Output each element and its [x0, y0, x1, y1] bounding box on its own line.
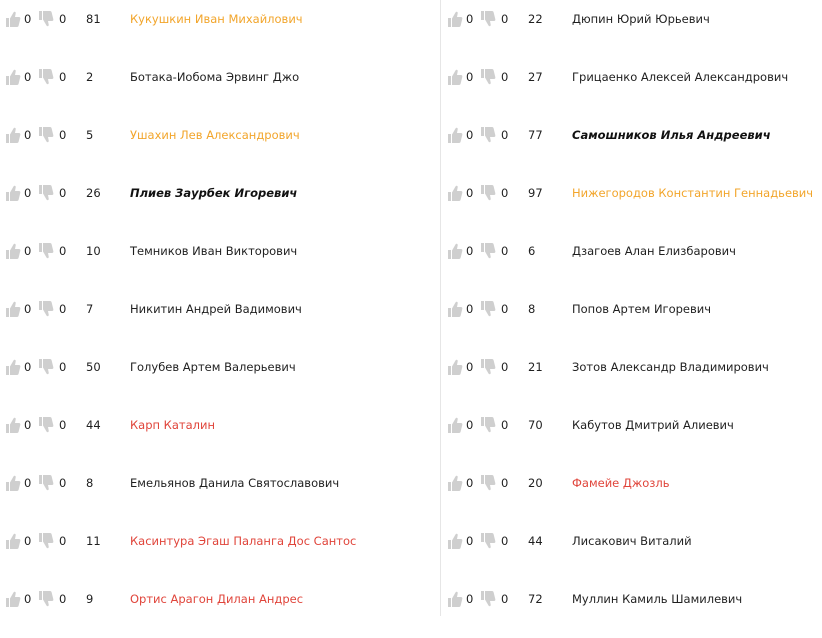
dislike-count: 0: [501, 244, 509, 258]
like-count: 0: [24, 128, 32, 142]
player-name[interactable]: Фамейе Джозль: [572, 476, 670, 490]
player-row: [0, 464, 440, 522]
shirt-number: 27: [528, 70, 543, 84]
like-count: 0: [24, 534, 32, 548]
thumbs-down-icon[interactable]: [38, 68, 54, 86]
player-name[interactable]: Попов Артем Игоревич: [572, 302, 712, 316]
dislike-count: 0: [59, 244, 67, 258]
shirt-number: 70: [528, 418, 543, 432]
player-name[interactable]: Самошников Илья Андреевич: [572, 128, 771, 142]
thumbs-up-icon[interactable]: [5, 416, 21, 434]
thumbs-up-icon[interactable]: [5, 10, 21, 28]
like-count: 0: [466, 534, 474, 548]
thumbs-up-icon[interactable]: [447, 474, 463, 492]
dislike-count: 0: [501, 534, 509, 548]
shirt-number: 6: [528, 244, 536, 258]
like-count: 0: [24, 244, 32, 258]
shirt-number: 2: [86, 70, 94, 84]
thumbs-up-icon[interactable]: [447, 416, 463, 434]
player-row: [0, 290, 440, 348]
shirt-number: 50: [86, 360, 101, 374]
player-name[interactable]: Темников Иван Викторович: [130, 244, 298, 258]
thumbs-up-icon[interactable]: [5, 590, 21, 608]
thumbs-down-icon[interactable]: [480, 242, 496, 260]
thumbs-down-icon[interactable]: [480, 68, 496, 86]
thumbs-down-icon[interactable]: [38, 126, 54, 144]
dislike-count: 0: [59, 592, 67, 606]
dislike-count: 0: [501, 12, 509, 26]
player-row: [442, 348, 822, 406]
dislike-count: 0: [59, 302, 67, 316]
dislike-count: 0: [59, 476, 67, 490]
shirt-number: 10: [86, 244, 101, 258]
player-row: [442, 174, 822, 232]
thumbs-down-icon[interactable]: [38, 358, 54, 376]
thumbs-up-icon[interactable]: [5, 126, 21, 144]
shirt-number: 8: [528, 302, 536, 316]
thumbs-up-icon[interactable]: [5, 358, 21, 376]
player-name[interactable]: Лисакович Виталий: [572, 534, 692, 548]
shirt-number: 11: [86, 534, 101, 548]
dislike-count: 0: [59, 186, 67, 200]
like-count: 0: [466, 592, 474, 606]
dislike-count: 0: [59, 128, 67, 142]
thumbs-up-icon[interactable]: [447, 184, 463, 202]
like-count: 0: [466, 360, 474, 374]
dislike-count: 0: [501, 302, 509, 316]
player-row: [442, 522, 822, 580]
player-row: [442, 58, 822, 116]
player-name[interactable]: Карп Каталин: [130, 418, 215, 432]
thumbs-down-icon[interactable]: [480, 416, 496, 434]
shirt-number: 26: [86, 186, 101, 200]
player-row: [442, 464, 822, 522]
like-count: 0: [24, 12, 32, 26]
dislike-count: 0: [501, 70, 509, 84]
dislike-count: 0: [501, 186, 509, 200]
like-count: 0: [24, 302, 32, 316]
shirt-number: 72: [528, 592, 543, 606]
like-count: 0: [466, 186, 474, 200]
dislike-count: 0: [59, 418, 67, 432]
column-divider: [440, 0, 441, 616]
thumbs-down-icon[interactable]: [480, 300, 496, 318]
shirt-number: 77: [528, 128, 543, 142]
thumbs-up-icon[interactable]: [447, 242, 463, 260]
dislike-count: 0: [501, 418, 509, 432]
like-count: 0: [24, 360, 32, 374]
thumbs-down-icon[interactable]: [38, 590, 54, 608]
shirt-number: 81: [86, 12, 101, 26]
player-row: [442, 0, 822, 58]
player-name[interactable]: Ушахин Лев Александрович: [130, 128, 300, 142]
player-name[interactable]: Грицаенко Алексей Александрович: [572, 70, 789, 84]
thumbs-down-icon[interactable]: [38, 184, 54, 202]
dislike-count: 0: [59, 360, 67, 374]
thumbs-up-icon[interactable]: [447, 68, 463, 86]
dislike-count: 0: [501, 128, 509, 142]
player-name[interactable]: Голубев Артем Валерьевич: [130, 360, 296, 374]
player-row: [442, 232, 822, 290]
shirt-number: 20: [528, 476, 543, 490]
dislike-count: 0: [501, 592, 509, 606]
player-row: [442, 290, 822, 348]
thumbs-down-icon[interactable]: [480, 10, 496, 28]
thumbs-up-icon[interactable]: [447, 126, 463, 144]
player-name[interactable]: Касинтура Эгаш Паланга Дос Сантос: [130, 534, 357, 548]
thumbs-up-icon[interactable]: [5, 532, 21, 550]
dislike-count: 0: [59, 70, 67, 84]
player-row: [0, 406, 440, 464]
shirt-number: 44: [528, 534, 543, 548]
dislike-count: 0: [501, 360, 509, 374]
dislike-count: 0: [501, 476, 509, 490]
thumbs-up-icon[interactable]: [5, 68, 21, 86]
thumbs-up-icon[interactable]: [5, 300, 21, 318]
shirt-number: 97: [528, 186, 543, 200]
thumbs-down-icon[interactable]: [480, 358, 496, 376]
player-name[interactable]: Никитин Андрей Вадимович: [130, 302, 302, 316]
shirt-number: 21: [528, 360, 543, 374]
like-count: 0: [466, 70, 474, 84]
like-count: 0: [466, 128, 474, 142]
thumbs-down-icon[interactable]: [480, 474, 496, 492]
thumbs-up-icon[interactable]: [5, 184, 21, 202]
like-count: 0: [466, 244, 474, 258]
like-count: 0: [466, 302, 474, 316]
like-count: 0: [466, 12, 474, 26]
player-row: [0, 0, 440, 58]
player-row: [0, 58, 440, 116]
player-row: [0, 174, 440, 232]
player-name[interactable]: Кукушкин Иван Михайлович: [130, 12, 303, 26]
player-name[interactable]: Дюпин Юрий Юрьевич: [572, 12, 710, 26]
like-count: 0: [24, 476, 32, 490]
shirt-number: 22: [528, 12, 543, 26]
thumbs-down-icon[interactable]: [38, 474, 54, 492]
thumbs-down-icon[interactable]: [38, 300, 54, 318]
player-row: [442, 116, 822, 174]
thumbs-down-icon[interactable]: [480, 590, 496, 608]
thumbs-down-icon[interactable]: [38, 416, 54, 434]
shirt-number: 7: [86, 302, 94, 316]
player-name[interactable]: Муллин Камиль Шамилевич: [572, 592, 743, 606]
player-name[interactable]: Кабутов Дмитрий Алиевич: [572, 418, 734, 432]
shirt-number: 5: [86, 128, 94, 142]
thumbs-up-icon[interactable]: [5, 474, 21, 492]
like-count: 0: [24, 418, 32, 432]
player-name[interactable]: Ортис Арагон Дилан Андрес: [130, 592, 304, 606]
shirt-number: 9: [86, 592, 94, 606]
player-row: [0, 348, 440, 406]
dislike-count: 0: [59, 534, 67, 548]
thumbs-up-icon[interactable]: [5, 242, 21, 260]
player-name[interactable]: Емельянов Данила Святославович: [130, 476, 340, 490]
thumbs-down-icon[interactable]: [480, 532, 496, 550]
like-count: 0: [466, 418, 474, 432]
thumbs-down-icon[interactable]: [480, 126, 496, 144]
thumbs-up-icon[interactable]: [447, 10, 463, 28]
shirt-number: 8: [86, 476, 94, 490]
thumbs-down-icon[interactable]: [38, 532, 54, 550]
like-count: 0: [466, 476, 474, 490]
thumbs-down-icon[interactable]: [38, 10, 54, 28]
player-row: [442, 406, 822, 464]
player-row: [0, 580, 440, 638]
player-name[interactable]: Ботака-Иобома Эрвинг Джо: [130, 70, 300, 84]
like-count: 0: [24, 70, 32, 84]
thumbs-up-icon[interactable]: [447, 532, 463, 550]
thumbs-up-icon[interactable]: [447, 590, 463, 608]
thumbs-down-icon[interactable]: [38, 242, 54, 260]
thumbs-down-icon[interactable]: [480, 184, 496, 202]
player-row: [0, 522, 440, 580]
like-count: 0: [24, 186, 32, 200]
player-name[interactable]: Зотов Александр Владимирович: [572, 360, 769, 374]
player-name[interactable]: Нижегородов Константин Геннадьевич: [572, 186, 814, 200]
team-right-lineup: [442, 0, 822, 616]
dislike-count: 0: [59, 12, 67, 26]
thumbs-up-icon[interactable]: [447, 300, 463, 318]
player-row: [0, 116, 440, 174]
shirt-number: 44: [86, 418, 101, 432]
player-name[interactable]: Дзагоев Алан Елизбарович: [572, 244, 736, 258]
player-row: [0, 232, 440, 290]
like-count: 0: [24, 592, 32, 606]
player-name[interactable]: Плиев Заурбек Игоревич: [130, 186, 298, 200]
thumbs-up-icon[interactable]: [447, 358, 463, 376]
player-row: [442, 580, 822, 638]
